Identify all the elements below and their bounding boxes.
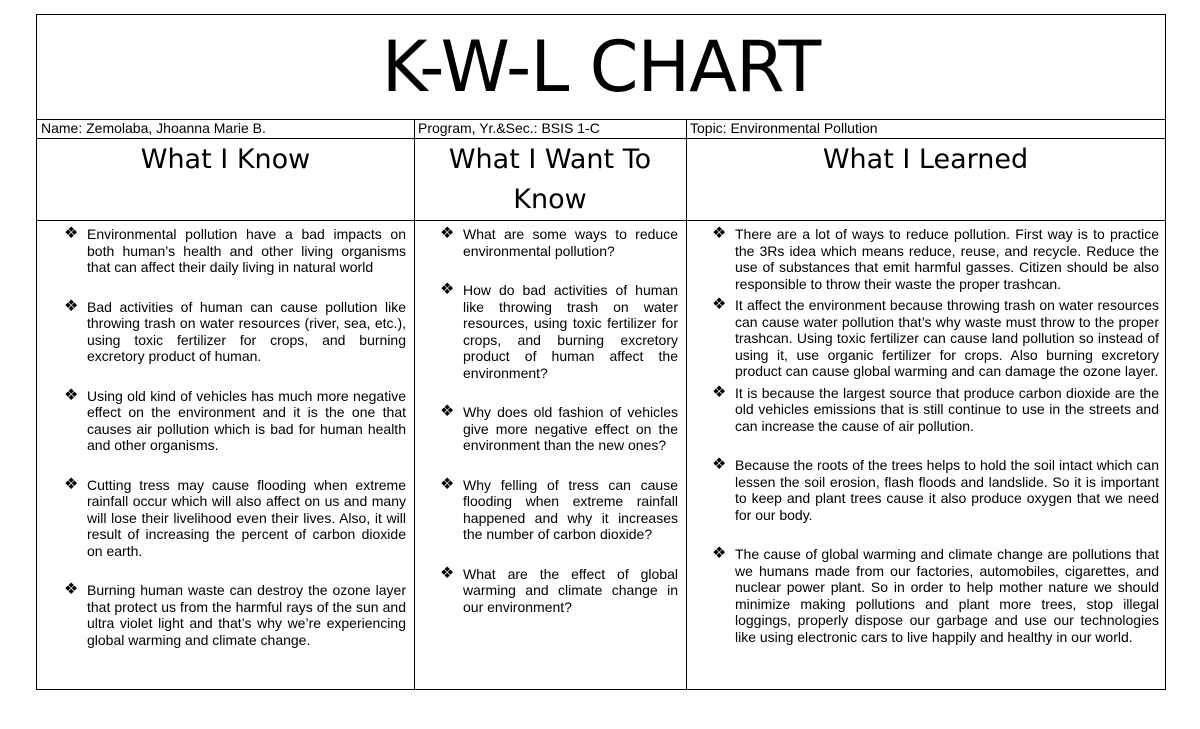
- diamond-bullet-icon: ❖: [712, 456, 727, 473]
- diamond-bullet-icon: ❖: [64, 581, 79, 598]
- diamond-bullet-icon: ❖: [440, 281, 455, 298]
- column-divider: [414, 119, 415, 689]
- diamond-bullet-icon: ❖: [712, 225, 727, 242]
- know-item: ❖ Using old kind of vehicles has much more negative effect on the environment and it is the one that causes air pollution which is bad for human health and other organisms.: [64, 386, 406, 453]
- column-header-want: What I Want To Know: [448, 144, 652, 215]
- want-item: ❖ Why felling of tress can cause flooding when extreme rainfall happened and why it increases the number of carbon dioxide?: [440, 475, 678, 542]
- program-section: Program, Yr.&Sec.: BSIS 1-C: [418, 120, 600, 136]
- column-header-learned: What I Learned: [822, 144, 1029, 175]
- chart-title: K-W-L CHART: [381, 26, 821, 108]
- topic: Topic: Environmental Pollution: [690, 120, 878, 136]
- diamond-bullet-icon: ❖: [440, 225, 455, 242]
- learned-column: [712, 225, 1159, 645]
- student-name: Name: Zemolaba, Jhoanna Marie B.: [41, 120, 266, 136]
- know-item: ❖ Environmental pollution have a bad impacts on both human’s health and other living organisms that can affect their daily living in natural world: [64, 225, 406, 275]
- diamond-bullet-icon: ❖: [64, 475, 79, 493]
- diamond-bullet-icon: ❖: [440, 475, 455, 493]
- know-item: ❖ Burning human waste can destroy the ozone layer that protect us from the harmful rays of the sun and ultra violet light and that’s why we’re experiencing global warming and climate change.: [64, 581, 406, 648]
- kwl-chart-table: [36, 14, 1166, 690]
- column-divider: [686, 119, 687, 689]
- header-row: [37, 138, 1165, 221]
- diamond-bullet-icon: ❖: [440, 564, 455, 582]
- diamond-bullet-icon: ❖: [712, 383, 727, 401]
- column-header-know: What I Know: [140, 144, 311, 175]
- diamond-bullet-icon: ❖: [64, 297, 79, 315]
- know-item: ❖ Bad activities of human can cause pollution like throwing trash on water resources (river, sea, etc.), using toxic fertilizer for crops, and burning excretory product of human.: [64, 297, 406, 364]
- want-item: ❖ What are the effect of global warming and climate change in our environment?: [440, 564, 678, 615]
- diamond-bullet-icon: ❖: [64, 386, 79, 404]
- learned-item: ❖ The cause of global warming and climate change are pollutions that we humans made from our factories, automobiles, cigarettes, and nuclear power plant. So in order to help mother nature we should minimize making pollutions and plant more trees, stop illegal loggings, properly dispose our garbage and use our technologies like using electronic cars to live happily and healthy in our world.: [712, 545, 1159, 645]
- learned-item: ❖ There are a lot of ways to reduce pollution. First way is to practice the 3Rs idea which means reduce, reuse, and recycle. Reduce the use of substances that emit harmful gasses. Citizen should be also responsible to throw their waste the proper trashcan.: [712, 225, 1159, 292]
- want-item: ❖ What are some ways to reduce environmental pollution?: [440, 225, 678, 259]
- learned-item: ❖ It affect the environment because throwing trash on water resources can cause water pollution that’s why waste must throw to the proper trashcan. Using toxic fertilizer can cause land pollution so instead of using it, use organic fertilizer for crops. Also burning excretory product can cause global warming and can damage the ozone layer.: [712, 296, 1159, 379]
- know-column: [64, 225, 406, 648]
- want-item: ❖ Why does old fashion of vehicles give more negative effect on the environment than the new ones?: [440, 403, 678, 453]
- want-item: ❖ How do bad activities of human like throwing trash on water resources, using toxic fertilizer for crops, and burning excretory product of human affect the environment?: [440, 281, 678, 381]
- want-column: [440, 225, 678, 615]
- diamond-bullet-icon: ❖: [440, 403, 455, 420]
- diamond-bullet-icon: ❖: [712, 296, 727, 313]
- learned-item: ❖ It is because the largest source that produce carbon dioxide are the old vehicles emissions that is still continue to use in the streets and can increase the cause of air pollution.: [712, 383, 1159, 434]
- info-row: [37, 119, 1165, 139]
- know-item: ❖ Cutting tress may cause flooding when extreme rainfall occur which will also affect on us and many will lose their livelihood even their lives. Also, it will result of increasing the percent of carbon dioxide on earth.: [64, 475, 406, 559]
- diamond-bullet-icon: ❖: [712, 545, 727, 562]
- diamond-bullet-icon: ❖: [64, 225, 79, 242]
- learned-item: ❖ Because the roots of the trees helps to hold the soil intact which can lessen the soil erosion, flash floods and landslide. So it is important to keep and plant trees cause it also produce oxygen that we need for our body.: [712, 456, 1159, 523]
- title-row: [37, 15, 1165, 120]
